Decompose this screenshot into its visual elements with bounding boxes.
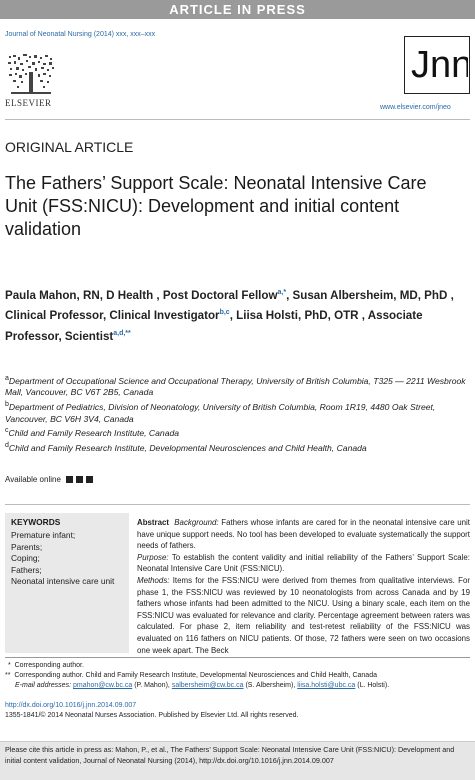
email-link[interactable]: pmahon@cw.bc.ca bbox=[72, 682, 133, 689]
author-affiliation-marker[interactable]: b,c bbox=[219, 309, 230, 317]
affiliation-key: d bbox=[5, 441, 9, 449]
doi-link[interactable]: http://dx.doi.org/10.1016/j.jnn.2014.09.007 bbox=[5, 702, 137, 709]
email-label: E-mail addresses: bbox=[15, 682, 72, 689]
journal-url-link[interactable]: www.elsevier.com/jneo bbox=[380, 104, 451, 111]
journal-citation-link[interactable]: Journal of Neonatal Nursing (2014) xxx, xxx–xxx bbox=[5, 31, 156, 38]
affiliation-item bbox=[5, 440, 470, 454]
elsevier-tree-logo bbox=[5, 52, 57, 96]
author-separator: , bbox=[229, 309, 233, 323]
affiliation-item bbox=[5, 399, 470, 425]
affiliation-text: Department of Occupational Science and Occupational Therapy, University of British Columbia, T325 — 2211 Wesbrook Mall, Vancouver, BC V6T 2B5, Canada bbox=[5, 375, 466, 398]
author-separator: , bbox=[286, 288, 290, 302]
citation-notice: Please cite this article in press as: Mahon, P., et al., The Fathers’ Support Scale: Neonatal Intensive Care Unit (FSS:NICU): Development and initial content validation, Journal of Neonatal Nursing (2014), http://dx.doi.org/10.1016/j.jnn.2014.09.007 bbox=[5, 745, 455, 765]
footnote-divider bbox=[5, 657, 470, 658]
keywords-list bbox=[11, 530, 121, 588]
email-owner: (S. Albersheim), bbox=[245, 682, 296, 689]
keyword-item: Premature infant; bbox=[11, 530, 76, 540]
keyword-item: Fathers; bbox=[11, 564, 42, 575]
affiliation-key: a bbox=[5, 375, 9, 382]
footnote-text: Corresponding author. bbox=[14, 662, 84, 669]
available-online-label: Available online bbox=[5, 475, 61, 484]
abstract-methods-label: Methods: bbox=[137, 575, 170, 585]
abstract-purpose-label: Purpose: bbox=[137, 552, 169, 562]
journal-logo bbox=[404, 36, 470, 94]
affiliation-text: Child and Family Research Institute, Canada bbox=[8, 427, 180, 438]
affiliation-list bbox=[5, 373, 470, 454]
affiliation-key: c bbox=[5, 427, 9, 435]
journal-logo-text: Jnn bbox=[411, 44, 468, 86]
abstract-body bbox=[137, 517, 470, 656]
footnote-corresponding-2: ** Corresponding author. Child and Family Research Institute, Developmental Neurosciences and Child Health, Canada bbox=[5, 672, 377, 679]
article-title: The Fathers’ Support Scale: Neonatal Intensive Care Unit (FSS:NICU): Development and initial content validation bbox=[5, 173, 427, 239]
affiliation-item bbox=[5, 373, 470, 399]
abstract-purpose: To establish the content validity and initial reliability of the Fathers’ Support Scale: Neonatal Intensive Care Unit (FSS:NICU). bbox=[137, 552, 470, 574]
email-owner: (P. Mahon), bbox=[134, 682, 170, 689]
keyword-item: Coping; bbox=[11, 553, 40, 563]
author-name: Paula Mahon, RN, D Health , Post Doctoral Fellow bbox=[5, 288, 278, 302]
affiliation-text: Child and Family Research Institute, Developmental Neurosciences and Child Health, Canada bbox=[8, 442, 367, 453]
copyright-line: 1355-1841/© 2014 Neonatal Nurses Association. Published by Elsevier Ltd. All rights reserved. bbox=[5, 712, 299, 719]
author-name: Susan Albersheim, MD, PhD , Clinical Professor, Clinical Investigator bbox=[5, 288, 454, 323]
article-in-press-banner: ARTICLE IN PRESS bbox=[0, 0, 475, 19]
abstract-background-label: Background: bbox=[174, 518, 219, 527]
author-affiliation-marker[interactable]: a,d,** bbox=[113, 329, 131, 337]
abstract-methods: Items for the FSS:NICU were derived from themes from qualitative interviews. For phase 1, the FSS:NICU was reviewed by 10 neonatologists from across Canada and by 19 fathers whose infants had been admitted to the NICU. Using a binary scale, each item on the FSS:NICU was evaluated for relevance and clarity. Percentage agreement between raters was calculated. For phase 2, item reliability and test-retest reliability of the FSS:NICU was evaluated on 116 fathers on NICU patients. Of those, 72 fathers were seen on two occasions one week apart. The Beck bbox=[137, 575, 470, 655]
article-identifiers bbox=[5, 701, 299, 721]
footnotes bbox=[5, 661, 470, 691]
online-date-placeholder bbox=[63, 475, 93, 484]
author-affiliation-marker[interactable]: a,* bbox=[277, 289, 287, 296]
email-link[interactable]: salbersheim@cw.bc.ca bbox=[171, 682, 244, 689]
author-list bbox=[5, 284, 470, 345]
abstract-divider bbox=[5, 504, 470, 505]
publisher-name: ELSEVIER bbox=[5, 98, 52, 108]
keyword-item: Neonatal intensive care unit bbox=[11, 576, 115, 586]
keywords-title: KEYWORDS bbox=[11, 517, 61, 527]
footnote-emails bbox=[5, 681, 470, 691]
affiliation-text: Department of Pediatrics, Division of Neonatology, University of British Columbia, Room 1R19, 4480 Oak Street, Vancouver, BC V6H 3V4, Canada bbox=[5, 401, 436, 424]
affiliation-key: b bbox=[5, 401, 9, 409]
keyword-item: Parents; bbox=[11, 541, 43, 552]
header-divider bbox=[5, 119, 470, 120]
author-name: Liisa Holsti, PhD, OTR , Associate Professor, Scientist bbox=[5, 309, 423, 343]
section-heading: ORIGINAL ARTICLE bbox=[5, 139, 134, 155]
affiliation-item bbox=[5, 425, 470, 439]
footnote-text: Corresponding author. Child and Family Research Institute, Developmental Neurosciences and Child Health, Canada bbox=[14, 672, 377, 679]
available-online bbox=[5, 475, 93, 484]
abstract-background: Fathers whose infants are cared for in the neonatal intensive care unit have unique support needs. No tool has been developed to evaluate systematically the support needs of fathers. bbox=[137, 518, 470, 551]
email-owner: (L. Holsti). bbox=[357, 682, 390, 689]
footnote-corresponding-1: * Corresponding author. bbox=[8, 662, 84, 669]
email-link[interactable]: liisa.holsti@ubc.ca bbox=[297, 682, 356, 689]
abstract-label: Abstract bbox=[137, 518, 170, 527]
